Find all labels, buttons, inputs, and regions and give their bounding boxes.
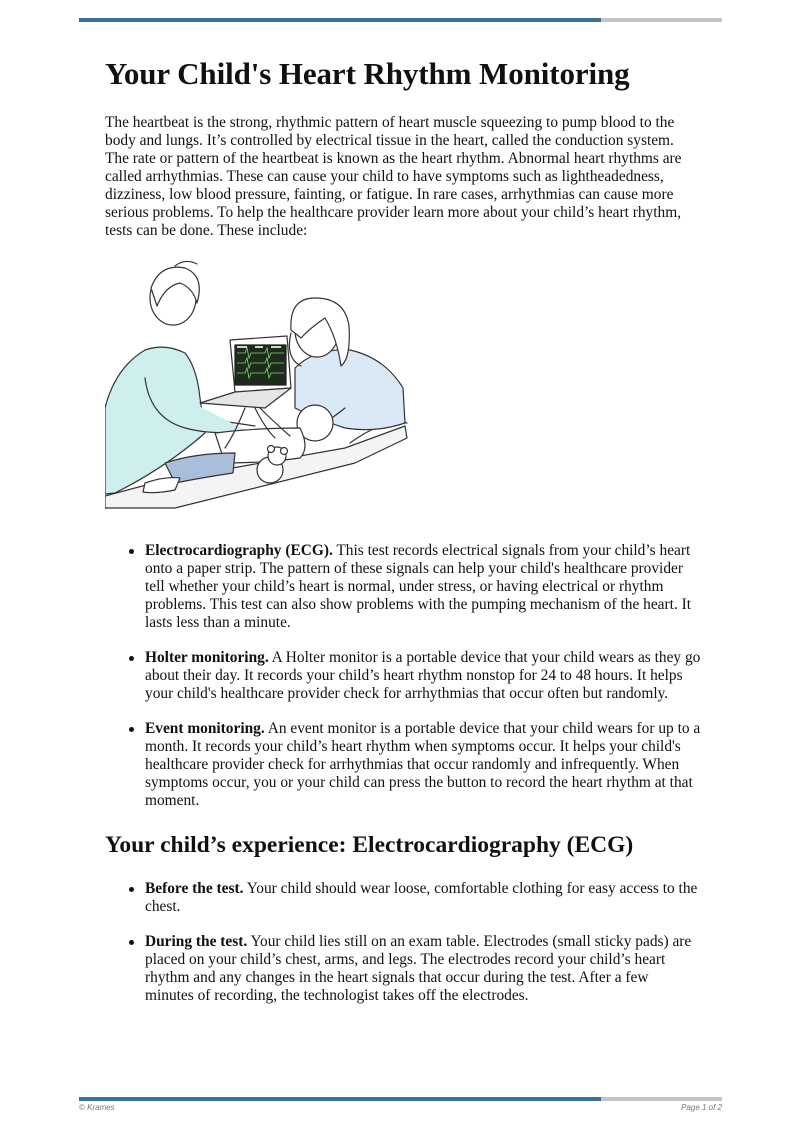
desc-holter: A Holter monitor is a portable device that your child wears as they go about their day. It records your child’s heart rhythm nonstop for 24 to 48 hours. It helps your child's healthcare provider check for arrhythmias that occur often but randomly. (145, 649, 701, 702)
desc-ecg: This test records electrical signals from your child’s heart onto a paper strip. The pattern of these signals can help your child's healthcare provider tell whether your child’s heart is normal, under stress, or having electrical or rhythm problems. This test can also show problems with the pumping mechanism of the heart. It lasts less than a minute. (145, 542, 691, 631)
intro-paragraph: The heartbeat is the strong, rhythmic pattern of heart muscle squeezing to pump blood to the body and lungs. It’s controlled by electrical tissue in the heart, called the conduction system. The rate or pattern of the heartbeat is known as the heart rhythm. Abnormal heart rhythms are called arrhythmias. These can cause your child to have symptoms such as lightheadedness, dizziness, low blood pressure, fainting, or fatigue. In rare cases, arrhythmias can cause more serious problems. To help the healthcare provider learn more about your child’s heart rhythm, tests can be done. These include: (105, 114, 682, 239)
list-item-during (145, 933, 701, 1005)
term-holter: Holter monitoring. (145, 649, 269, 666)
list-item-ecg (145, 542, 701, 632)
list-item-event (145, 720, 701, 810)
list-item-before (145, 880, 701, 916)
footer-copyright: © Krames (79, 1103, 115, 1112)
desc-before: Your child should wear loose, comfortable clothing for easy access to the chest. (145, 880, 698, 915)
section-heading-experience: Your child’s experience: Electrocardiography (ECG) (105, 832, 634, 858)
ecg-illustration (105, 258, 410, 528)
term-before: Before the test. (145, 880, 244, 897)
term-event: Event monitoring. (145, 720, 265, 737)
page-title: Your Child's Heart Rhythm Monitoring (105, 56, 630, 91)
list-item-holter (145, 649, 701, 703)
term-during: During the test. (145, 933, 248, 950)
header-rule (79, 18, 722, 22)
document-body (105, 54, 705, 1005)
desc-event: An event monitor is a portable device that your child wears for up to a month. It records your child’s heart rhythm when symptoms occur. It helps your child's healthcare provider check for arrhythmias that occur randomly and infrequently. When symptoms occur, you or your child can press the button to record the heart rhythm at that moment. (145, 720, 701, 809)
desc-during: Your child lies still on an exam table. Electrodes (small sticky pads) are placed on your child’s chest, arms, and legs. The electrodes record your child’s heart rhythm and any changes in the heart signals that occur during the test. After a few minutes of recording, the technologist takes off the electrodes. (145, 933, 692, 1004)
term-ecg: Electrocardiography (ECG). (145, 542, 333, 559)
footer-rule (79, 1097, 722, 1101)
monitoring-tests-list (105, 542, 705, 810)
footer-page-number: Page 1 of 2 (681, 1103, 722, 1112)
footer-rule-accent (79, 1097, 601, 1101)
experience-list (105, 880, 705, 1005)
header-rule-accent (79, 18, 601, 22)
